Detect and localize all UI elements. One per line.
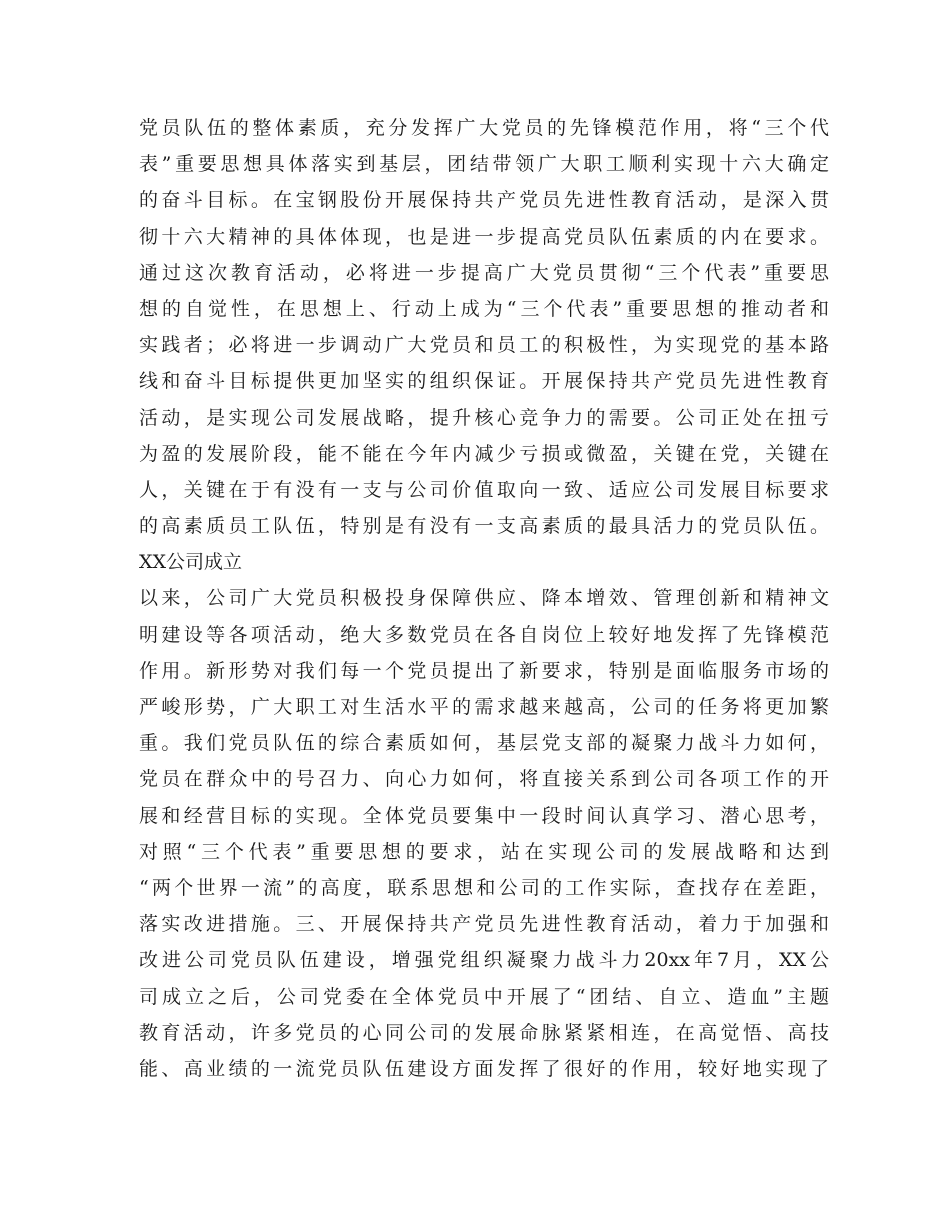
- text-line: 线和奋斗目标提供更加坚实的组织保证。开展保持共产党员先进性教育: [139, 370, 829, 393]
- text-line: 实践者；必将进一步调动广大党员和员工的积极性，为实现党的基本路: [139, 334, 829, 357]
- text-line: 通过这次教育活动，必将进一步提高广大党员贯彻“三个代表”重要思: [139, 261, 829, 284]
- text-line: 展和经营目标的实现。全体党员要集中一段时间认真学习、潜心思考，: [139, 804, 829, 827]
- text-line: 教育活动，许多党员的心同公司的发展命脉紧紧相连，在高觉悟、高技: [139, 1021, 829, 1044]
- text-line: 彻十六大精神的具体体现，也是进一步提高党员队伍素质的内在要求。: [139, 225, 829, 248]
- text-line: 为盈的发展阶段，能不能在今年内减少亏损或微盈，关键在党，关键在: [139, 442, 829, 465]
- text-line: 以来，公司广大党员积极投身保障供应、降本增效、管理创新和精神文: [139, 587, 829, 610]
- text-line: 活动，是实现公司发展战略，提升核心竞争力的需要。公司正处在扭亏: [139, 406, 829, 429]
- document-body: [139, 110, 829, 1087]
- text-line: 改进公司党员队伍建设，增强党组织凝聚力战斗力20xx年7月，XX公: [139, 949, 829, 972]
- text-line: 重。我们党员队伍的综合素质如何，基层党支部的凝聚力战斗力如何，: [139, 732, 829, 755]
- text-line: 对照“三个代表”重要思想的要求，站在实现公司的发展战略和达到: [139, 840, 829, 863]
- text-line: 的高素质员工队伍，特别是有没有一支高素质的最具活力的党员队伍。: [139, 515, 829, 538]
- text-line: 作用。新形势对我们每一个党员提出了新要求，特别是面临服务市场的: [139, 659, 829, 682]
- text-line: 严峻形势，广大职工对生活水平的需求越来越高，公司的任务将更加繁: [139, 696, 829, 718]
- text-line: 能、高业绩的一流党员队伍建设方面发挥了很好的作用，较好地实现了: [139, 1057, 829, 1080]
- text-line: 人，关键在于有没有一支与公司价值取向一致、适应公司发展目标要求: [139, 478, 829, 501]
- text-line: “两个世界一流”的高度，联系思想和公司的工作实际，查找存在差距，: [139, 876, 829, 899]
- text-line: XX公司成立: [139, 551, 243, 574]
- text-line: 明建设等各项活动，绝大多数党员在各自岗位上较好地发挥了先锋模范: [139, 623, 829, 646]
- text-line: 落实改进措施。三、开展保持共产党员先进性教育活动，着力于加强和: [139, 913, 829, 936]
- text-line: 表”重要思想具体落实到基层，团结带领广大职工顺利实现十六大确定: [139, 153, 829, 176]
- text-line: 的奋斗目标。在宝钢股份开展保持共产党员先进性教育活动，是深入贯: [139, 189, 829, 212]
- text-line: 党员在群众中的号召力、向心力如何，将直接关系到公司各项工作的开: [139, 768, 829, 791]
- text-line: 想的自觉性，在思想上、行动上成为“三个代表”重要思想的推动者和: [139, 297, 829, 320]
- text-line: 党员队伍的整体素质，充分发挥广大党员的先锋模范作用，将“三个代: [139, 117, 829, 139]
- text-line: 司成立之后，公司党委在全体党员中开展了“团结、自立、造血”主题: [139, 985, 829, 1008]
